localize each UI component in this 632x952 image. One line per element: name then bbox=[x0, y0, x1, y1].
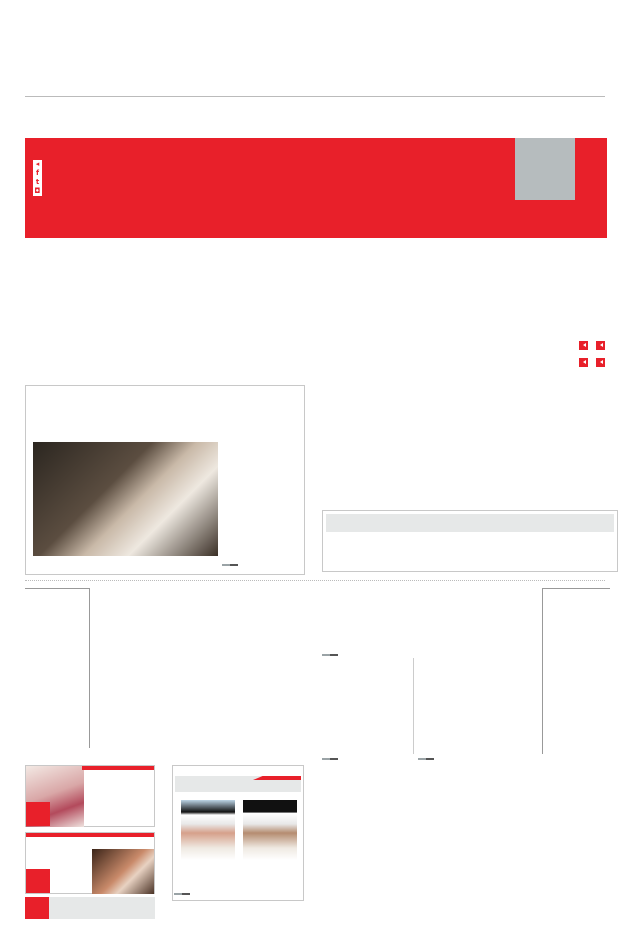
faces-tag bbox=[82, 766, 154, 770]
fiber-body-2 bbox=[105, 700, 205, 752]
traffic-story bbox=[542, 588, 610, 754]
instagram-icon: ◘ bbox=[34, 187, 41, 195]
link-twitter[interactable] bbox=[33, 178, 233, 187]
dumping-body bbox=[418, 700, 540, 742]
page-number bbox=[26, 802, 50, 826]
brotherhood-body bbox=[222, 442, 300, 550]
legislative-col-1 bbox=[523, 535, 613, 569]
lead-subheads-2 bbox=[25, 354, 607, 370]
lead-col-1 bbox=[520, 403, 620, 503]
health-more-link[interactable] bbox=[174, 880, 190, 899]
celebs-box[interactable] bbox=[25, 832, 155, 894]
lead-col-3 bbox=[322, 383, 417, 501]
dumping-more-link[interactable] bbox=[418, 745, 434, 764]
petrol-body-3 bbox=[322, 615, 387, 637]
brotherhood-story bbox=[25, 385, 305, 575]
top-headline-sports[interactable] bbox=[25, 98, 607, 134]
legislative-col-2 bbox=[427, 535, 517, 569]
link-website[interactable] bbox=[33, 160, 233, 169]
faces-box[interactable] bbox=[25, 765, 155, 827]
divider bbox=[25, 96, 605, 97]
bullet-arrow-icon bbox=[579, 358, 588, 367]
bullet-arrow-icon bbox=[596, 341, 605, 350]
petrol-body-2 bbox=[390, 615, 462, 652]
brotherhood-photo bbox=[33, 442, 218, 556]
banks-body bbox=[322, 704, 410, 740]
health-photo-1 bbox=[243, 800, 297, 860]
fiber-body-1 bbox=[210, 708, 308, 752]
divider bbox=[25, 580, 605, 581]
hajraf-body-2 bbox=[105, 615, 205, 663]
bullet-arrow-icon bbox=[579, 341, 588, 350]
celebs-photo bbox=[92, 849, 154, 894]
link-facebook[interactable] bbox=[33, 169, 233, 178]
traffic-body bbox=[545, 591, 608, 673]
newspaper-logo[interactable] bbox=[355, 138, 605, 238]
facebook-icon: f bbox=[33, 169, 42, 178]
lead-col-2 bbox=[420, 383, 515, 501]
banks-more-link[interactable] bbox=[322, 745, 338, 764]
page-number bbox=[25, 897, 49, 919]
celebs-tag bbox=[26, 833, 154, 837]
lead-subheads-1 bbox=[25, 337, 607, 353]
twitter-icon: t bbox=[33, 178, 42, 187]
link-instagram[interactable] bbox=[33, 187, 233, 196]
strip-item-radio[interactable] bbox=[25, 897, 155, 919]
petrol-body-1 bbox=[465, 622, 540, 652]
page-number bbox=[26, 869, 50, 893]
petrol-more-link[interactable] bbox=[322, 641, 338, 660]
top-headline-housing[interactable] bbox=[30, 58, 605, 94]
social-links bbox=[33, 160, 233, 196]
health-box bbox=[172, 765, 304, 901]
legislative-col-3 bbox=[331, 535, 421, 569]
legislative-title[interactable] bbox=[326, 514, 614, 532]
masthead bbox=[25, 138, 607, 238]
web-icon: ◂ bbox=[33, 160, 42, 169]
more-link[interactable] bbox=[222, 551, 238, 570]
hajraf-body-1 bbox=[210, 622, 308, 662]
youth-body bbox=[27, 593, 87, 683]
legislative-box bbox=[322, 510, 618, 572]
divider bbox=[413, 658, 414, 754]
health-photo-2 bbox=[181, 800, 235, 860]
bullet-arrow-icon bbox=[596, 358, 605, 367]
youth-board-story bbox=[25, 588, 90, 748]
